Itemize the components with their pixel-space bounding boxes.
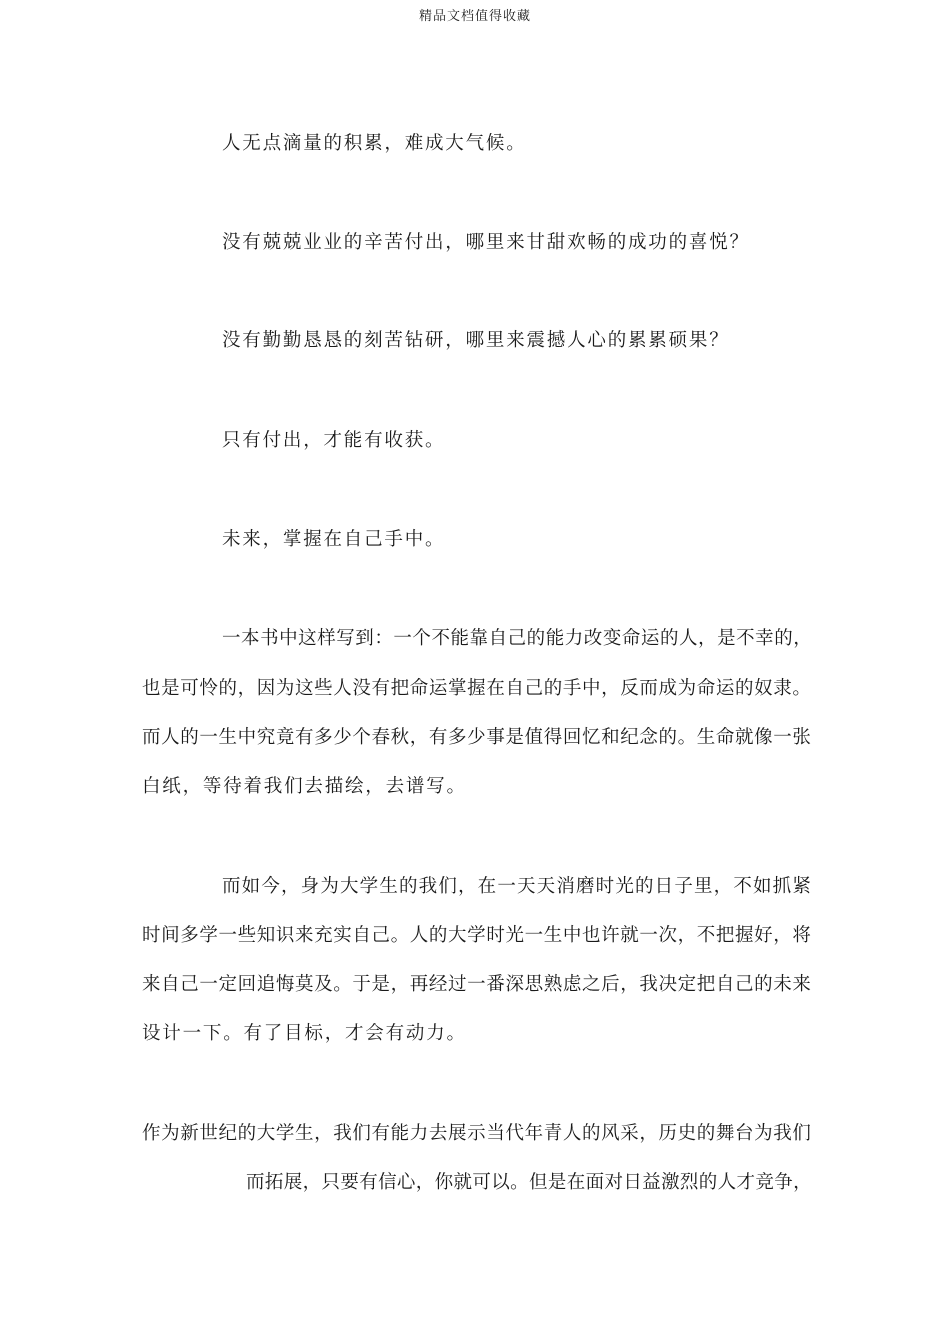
page-header: 精品文档值得收藏 bbox=[418, 9, 531, 24]
century-paragraph-line-2: 而拓展，只要有信心，你就可以。但是在面对日益激烈的人才竞争， bbox=[246, 1172, 813, 1193]
text-line-reward: 只有付出，才能有收获。 bbox=[222, 430, 446, 451]
student-paragraph-line-2: 时间多学一些知识来充实自己。人的大学时光一生中也许就一次，不把握好，将 bbox=[142, 925, 812, 946]
text-line-future: 未来，掌握在自己手中。 bbox=[222, 529, 446, 550]
text-line-accumulation: 人无点滴量的积累，难成大气候。 bbox=[222, 133, 527, 154]
student-paragraph-line-1: 而如今，身为大学生的我们，在一天天消磨时光的日子里，不如抓紧 bbox=[222, 876, 813, 897]
student-paragraph-line-4: 设计一下。有了目标，才会有动力。 bbox=[142, 1023, 467, 1044]
book-paragraph-line-4: 白纸，等待着我们去描绘，去谱写。 bbox=[142, 776, 467, 797]
century-paragraph-line-1: 作为新世纪的大学生，我们有能力去展示当代年青人的风采，历史的舞台为我们 bbox=[142, 1123, 812, 1144]
student-paragraph-line-3: 来自己一定回追悔莫及。于是，再经过一番深思熟虑之后，我决定把自己的未来 bbox=[142, 974, 812, 995]
text-line-hard-work: 没有兢兢业业的辛苦付出，哪里来甘甜欢畅的成功的喜悦？ bbox=[222, 232, 750, 253]
text-line-diligent-study: 没有勤勤恳恳的刻苦钻研，哪里来震撼人心的累累硕果？ bbox=[222, 330, 730, 351]
book-paragraph-line-3: 而人的一生中究竟有多少个春秋，有多少事是值得回忆和纪念的。生命就像一张 bbox=[142, 727, 812, 748]
book-paragraph-line-1: 一本书中这样写到：一个不能靠自己的能力改变命运的人，是不幸的， bbox=[222, 628, 813, 649]
book-paragraph-line-2: 也是可怜的，因为这些人没有把命运掌握在自己的手中，反而成为命运的奴隶。 bbox=[142, 678, 812, 699]
